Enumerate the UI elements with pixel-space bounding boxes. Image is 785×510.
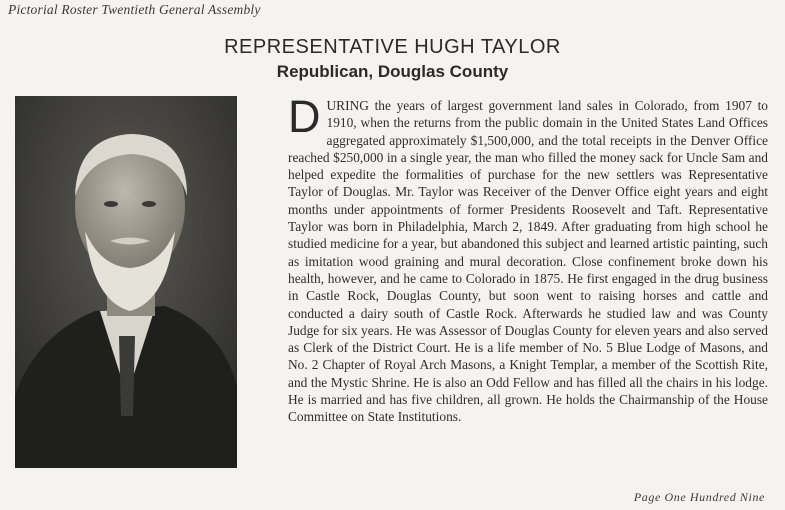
biography-body: the years of largest government land sales in Colorado, from 1907 to 1910, when the returns from the public domain in the United States Land Offices aggregated approximately $1,500,000, and the total receipts in the Denver Office reached $250,000 in a single year, the man who filled the money sack for Uncle Sam and helped expedite the formalities of purchase for the new settlers was Representative Taylor of Douglas. Mr. Taylor was Receiver of the Denver Office eight years and eight months under appointments of former Presidents Roosevelt and Taft. Representative Taylor was born in Philadelphia, March 2, 1849. After graduating from high school he studied medicine for a year, but abandoned this subject and learned artistic painting, such as imitation wood graining and mural decoration. Close confinement broke down his health, however, and he came to Colorado in 1875. He first engaged in the drug business in Castle Rock, Douglas County, but soon went to raising horses and cattle and conducted a dairy south of Castle Rock. Afterwards he studied law and was County Judge for six years. He was Assessor of Douglas County for eleven years and also served as Clerk of the District Court. He is a life member of No. 5 Blue Lodge of Masons, and No. 2 Chapter of Royal Arch Masons, a Knight Templar, a member of the Scottish Rite, and the Mystic Shrine. He is also an Odd Fellow and has filled all the chairs in his lodge. He is married and has five children, all grown. He holds the Chairmanship of the House Committee on State Institutions. bbox=[288, 98, 768, 425]
page-subtitle: Republican, Douglas County bbox=[276, 62, 509, 81]
portrait-photo bbox=[15, 96, 237, 468]
page-number: Page One Hundred Nine bbox=[633, 490, 765, 504]
lead-in-word: URING bbox=[326, 98, 369, 113]
biography-text bbox=[288, 91, 768, 426]
page-title: REPRESENTATIVE HUGH TAYLOR bbox=[224, 36, 561, 58]
drop-cap: D bbox=[288, 91, 321, 142]
running-head: Pictorial Roster Twentieth General Assembly bbox=[8, 2, 261, 17]
